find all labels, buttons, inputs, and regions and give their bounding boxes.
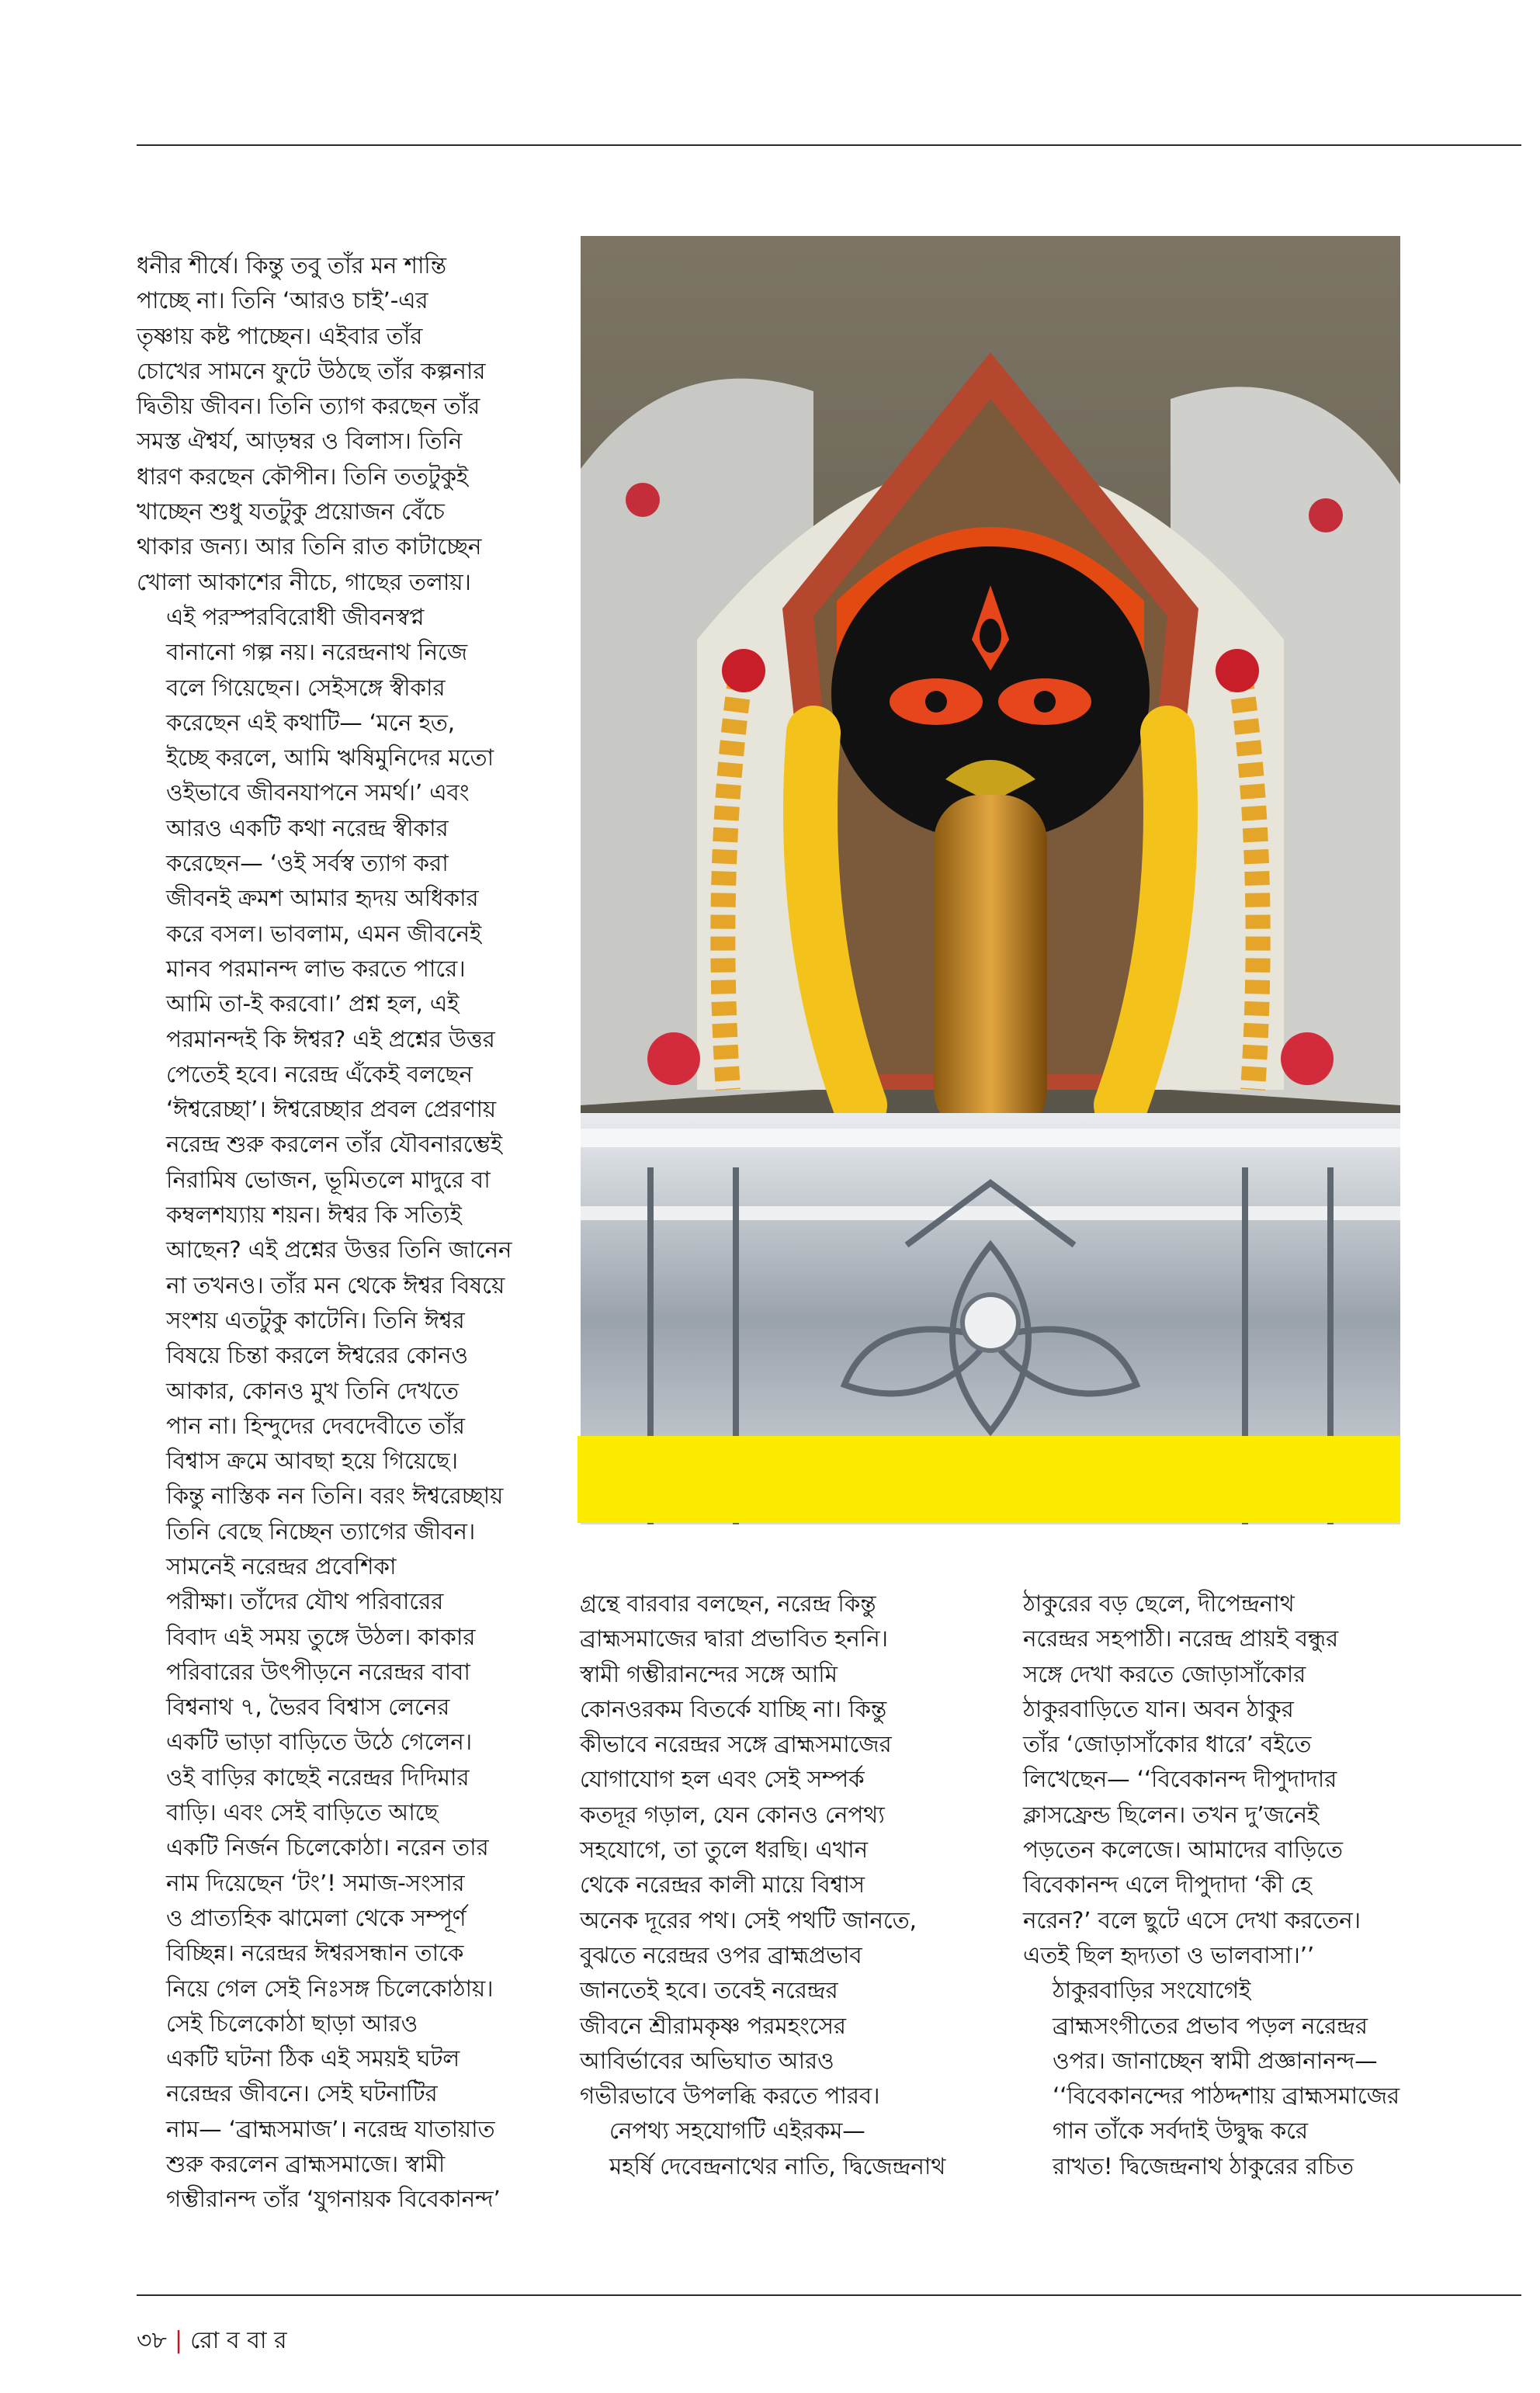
text-line: রাখত! দ্বিজেন্দ্রনাথ ঠাকুরের রচিত (1053, 2152, 1354, 2180)
text-line: বানানো গল্প নয়। নরেন্দ্রনাথ নিজে (166, 639, 467, 666)
text-line: বিশ্বনাথ ৭, ভৈরব বিশ্বাস লেনের (166, 1694, 450, 1721)
text-line: ব্রাহ্মসমাজের দ্বারা প্রভাবিত হননি। (580, 1625, 888, 1653)
text-line: ওপর। জানাচ্ছেন স্বামী প্রজ্ঞানানন্দ— (1053, 2047, 1378, 2074)
text-line: গান তাঁকে সর্বদাই উদ্বুদ্ধ করে (1053, 2117, 1308, 2145)
text-line: তৃষ্ণায় কষ্ট পাচ্ছেন। এইবার তাঁর (137, 322, 423, 349)
text-line: ও প্রাত্যহিক ঝামেলা থেকে সম্পূর্ণ (166, 1904, 467, 1931)
text-line: নরেন্দ্রর সহপাঠী। নরেন্দ্র প্রায়ই বন্ধুর (1023, 1625, 1339, 1653)
text-line: কিন্তু নাস্তিক নন তিনি। বরং ঈশ্বরেচ্ছায় (166, 1483, 504, 1510)
text-line: নিরামিষ ভোজন, ভূমিতলে মাদুরে বা (166, 1166, 491, 1193)
text-line: ব্রাহ্মসংগীতের প্রভাব পড়ল নরেন্দ্রর (1053, 2012, 1368, 2039)
text-line: না তখনও। তাঁর মন থেকে ঈশ্বর বিষয়ে (166, 1271, 505, 1299)
paragraph (1023, 1587, 1427, 1973)
text-line: এই পরস্পরবিরোধী জীবনস্বপ্ন (166, 603, 425, 630)
kali-idol-image (581, 236, 1400, 1524)
text-line: গ্রন্থে বারবার বলছেন, নরেন্দ্র কিন্তু (580, 1590, 876, 1617)
text-line: নরেন্দ্রর জীবনে। সেই ঘটনাটির (166, 2080, 438, 2107)
text-line: লিখেছেন— ‘‘বিবেকানন্দ দীপুদাদার (1023, 1766, 1337, 1793)
text-line: থাকার জন্য। আর তিনি রাত কাটাচ্ছেন (137, 533, 482, 560)
text-line: বিবাদ এই সময় তুঙ্গে উঠল। কাকার (166, 1623, 476, 1650)
text-line: জীবনই ক্রমশ আমার হৃদয় অধিকার (166, 885, 479, 912)
text-line: তাঁর ‘জোড়াসাঁকোর ধারে’ বইতে (1023, 1731, 1312, 1758)
text-line: বুঝতে নরেন্দ্রর ওপর ব্রাহ্মপ্রভাব (580, 1941, 862, 1968)
text-line: খাচ্ছেন শুধু যতটুকু প্রয়োজন বেঁচে (137, 498, 445, 525)
paragraph (137, 1549, 501, 2006)
text-line: মহর্ষি দেবেন্দ্রনাথের নাতি, দ্বিজেন্দ্রনাথ (609, 2152, 946, 2180)
text-line: পরিবারের উৎপীড়নে নরেন্দ্রর বাবা (166, 1658, 470, 1685)
text-line: জীবনে শ্রীরামকৃষ্ণ পরমহংসের (580, 2012, 846, 2039)
text-line: বিষয়ে চিন্তা করলে ঈশ্বরের কোনও (166, 1342, 468, 1369)
text-line: পাচ্ছে না। তিনি ‘আরও চাই’-এর (137, 287, 428, 314)
text-line: বিচ্ছিন্ন। নরেন্দ্রর ঈশ্বরসন্ধান তাকে (166, 1940, 464, 1967)
text-line: কোনওরকম বিতর্কে যাচ্ছি না। কিন্তু (580, 1695, 886, 1722)
text-line: নেপথ্য সহযোগটি এইরকম— (609, 2117, 865, 2145)
text-line: করে বসল। ভাবলাম, এমন জীবনেই (166, 920, 482, 947)
text-line: থেকে নরেন্দ্রর কালী মায়ে বিশ্বাস (580, 1871, 865, 1899)
text-line: বিবেকানন্দ এলে দীপুদাদা ‘কী হে (1023, 1871, 1312, 1899)
text-line: খোলা আকাশের নীচে, গাছের তলায়। (137, 568, 471, 595)
text-line: যোগাযোগ হল এবং সেই সম্পর্ক (580, 1766, 865, 1793)
text-line: ঠাকুরের বড় ছেলে, দীপেন্দ্রনাথ (1023, 1590, 1295, 1617)
text-line: সঙ্গে দেখা করতে জোড়াসাঁকোর (1023, 1660, 1306, 1687)
text-line: কতদূর গড়াল, যেন কোনও নেপথ্য (580, 1801, 885, 1828)
text-line: করেছেন এই কথাটি— ‘মনে হত, (166, 709, 455, 736)
text-line: ধনীর শীর্ষে। কিন্তু তবু তাঁর মন শান্তি (137, 252, 446, 279)
text-line: একটি ঘটনা ঠিক এই সময়ই ঘটল (166, 2045, 460, 2072)
text-line: নরেন্দ্র শুরু করলেন তাঁর যৌবনারম্ভেই (166, 1131, 502, 1158)
text-line: দ্বিতীয় জীবন। তিনি ত্যাগ করছেন তাঁর (137, 393, 480, 420)
bottom-rule (137, 2294, 1521, 2296)
text-line: স্বামী গম্ভীরানন্দের সঙ্গে আমি (580, 1660, 838, 1687)
text-line: গভীরভাবে উপলব্ধি করতে পারব। (580, 2083, 880, 2110)
text-line: একটি নির্জন চিলেকোঠা। নরেন তার (166, 1834, 489, 1861)
page-footer (137, 2325, 287, 2357)
text-line: শুরু করলেন ব্রাহ্মসমাজে। স্বামী (166, 2151, 446, 2178)
text-line: সহযোগে, তা তুলে ধরছি। এখান (580, 1836, 868, 1864)
text-line: অনেক দূরের পথ। সেই পথটি জানতে, (580, 1906, 917, 1933)
text-line: বলে গিয়েছেন। সেইসঙ্গে স্বীকার (166, 674, 446, 701)
paragraph (1023, 1973, 1427, 2184)
text-line: বিশ্বাস ক্রমে আবছা হয়ে গিয়েছে। (166, 1448, 458, 1475)
text-line: সংশয় এতটুকু কাটেনি। তিনি ঈশ্বর (166, 1306, 465, 1333)
text-line: বাড়ি। এবং সেই বাড়িতে আছে (166, 1799, 439, 1826)
text-line: পরীক্ষা। তাঁদের যৌথ পরিবারের (166, 1588, 444, 1615)
text-line: পরমানন্দই কি ঈশ্বর? এই প্রশ্নের উত্তর (166, 1025, 495, 1053)
paragraph (580, 2114, 983, 2184)
text-line: আরও একটি কথা নরেন্দ্র স্বীকার (166, 814, 449, 841)
page-number: ৩৮ (137, 2327, 167, 2354)
text-line: কীভাবে নরেন্দ্রর সঙ্গে ব্রাহ্মসমাজের (580, 1731, 892, 1758)
text-line: ঠাকুরবাড়িতে যান। অবন ঠাকুর (1023, 1695, 1294, 1722)
text-line: পেতেই হবে। নরেন্দ্র এঁকেই বলছেন (166, 1060, 473, 1087)
paragraph (137, 600, 512, 1549)
text-line: ঠাকুরবাড়ির সংযোগেই (1053, 1977, 1251, 2004)
text-line: গম্ভীরানন্দ তাঁর ‘যুগনায়ক বিবেকানন্দ’ (166, 2186, 501, 2213)
text-line: সমস্ত ঐশ্বর্য, আড়ম্বর ও বিলাস। তিনি (137, 428, 463, 455)
text-line: মানব পরমানন্দ লাভ করতে পারে। (166, 955, 466, 982)
text-line: ক্লাসফ্রেন্ড ছিলেন। তখন দু’জনেই (1023, 1801, 1319, 1828)
text-line: নাম দিয়েছেন ‘টং’! সমাজ-সংসার (166, 1869, 465, 1896)
footer-separator: | (174, 2327, 183, 2354)
image-caption-band (578, 1436, 1400, 1523)
text-line: আকার, কোনও মুখ তিনি দেখতে (166, 1377, 459, 1404)
text-line: আবির্ভাবের অভিঘাত আরও (580, 2047, 834, 2074)
magazine-name: রো ব বা র (190, 2327, 287, 2354)
text-line: সেই চিলেকোঠা ছাড়া আরও (166, 2010, 418, 2037)
top-rule (137, 144, 1521, 146)
text-line: চোখের সামনে ফুটে উঠছে তাঁর কল্পনার (137, 357, 486, 384)
text-line: জানতেই হবে। তবেই নরেন্দ্রর (580, 1977, 838, 2004)
text-line: ইচ্ছে করলে, আমি ঋষিমুনিদের মতো (166, 744, 494, 772)
text-line: আমি তা-ই করবো।’ প্রশ্ন হল, এই (166, 990, 460, 1018)
text-line: আছেন? এই প্রশ্নের উত্তর তিনি জানেন (166, 1236, 512, 1264)
text-line: নাম— ‘ব্রাহ্মসমাজ’। নরেন্দ্র যাতায়াত (166, 2115, 495, 2142)
paragraph (137, 2006, 501, 2218)
article-column-middle (580, 1587, 983, 2184)
text-line: তিনি বেছে নিচ্ছেন ত্যাগের জীবন। (166, 1517, 476, 1545)
text-line: এতই ছিল হৃদ্যতা ও ভালবাসা।’’ (1023, 1941, 1315, 1968)
text-line: পড়তেন কলেজে। আমাদের বাড়িতে (1023, 1836, 1343, 1864)
article-column-left (137, 248, 512, 2218)
text-line: ‘ঈশ্বরেচ্ছা’। ঈশ্বরেচ্ছার প্রবল প্রেরণায় (166, 1096, 496, 1123)
text-line: ওইভাবে জীবনযাপনে সমর্থ।’ এবং (166, 779, 470, 806)
text-line: ‘‘বিবেকানন্দের পাঠদ্দশায় ব্রাহ্মসমাজের (1053, 2083, 1400, 2110)
text-line: একটি ভাড়া বাড়িতে উঠে গেলেন। (166, 1729, 473, 1756)
text-line: সামনেই নরেন্দ্রর প্রবেশিকা (166, 1552, 397, 1580)
text-line: নিয়ে গেল সেই নিঃসঙ্গ চিলেকোঠায়। (166, 1975, 494, 2002)
paragraph (580, 1587, 983, 2114)
text-line: ধারণ করছেন কৌপীন। তিনি ততটুকুই (137, 463, 469, 490)
text-line: কম্বলশয্যায় শয়ন। ঈশ্বর কি সত্যিই (166, 1202, 462, 1229)
text-line: ওই বাড়ির কাছেই নরেন্দ্রর দিদিমার (166, 1764, 470, 1791)
article-column-right (1023, 1587, 1427, 2184)
text-line: পান না। হিন্দুদের দেবদেবীতে তাঁর (166, 1412, 465, 1439)
paragraph (137, 248, 501, 600)
text-line: করেছেন— ‘ওই সর্বস্ব ত্যাগ করা (166, 850, 449, 877)
text-line: নরেন?’ বলে ছুটে এসে দেখা করতেন। (1023, 1906, 1361, 1933)
